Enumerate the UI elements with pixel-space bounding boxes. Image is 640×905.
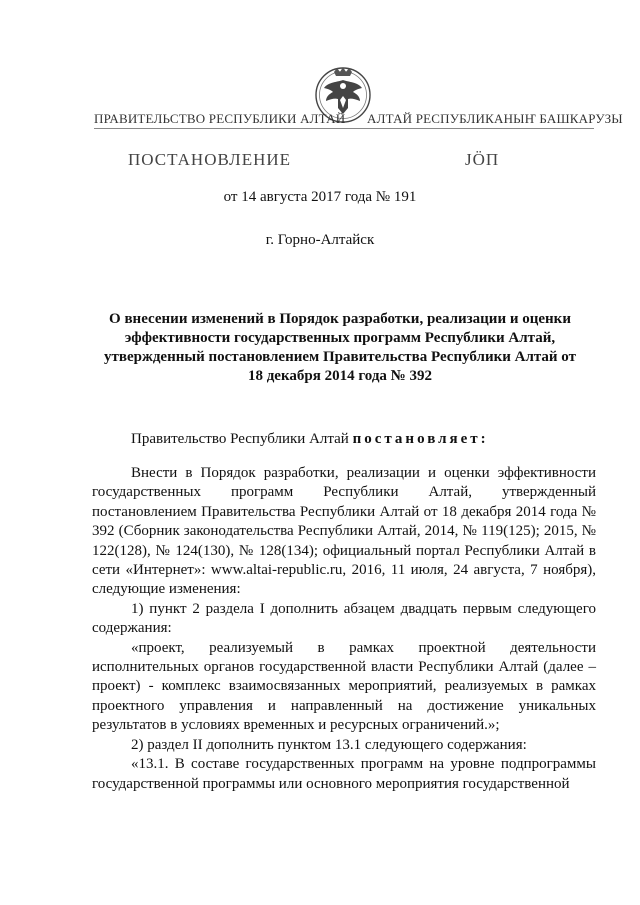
document-city: г. Горно-Алтайск xyxy=(265,232,375,248)
paragraph: «проект, реализуемый в рамках проектной деятельности исполнительных органов государственной власти Республики Алтай (далее – проект) - комплекс взаимосвязанных мероприятий, реализуемых в рамках проектного управления и направленный на достижение уникальных результатов в условиях временных и ресурсных ограничений.»; xyxy=(92,639,596,734)
paragraph: «13.1. В составе государственных программ на уровне подпрограммы государственной программы или основного мероприятия государственной xyxy=(92,756,596,792)
decree-subject: Правительство Республики Алтай xyxy=(131,431,349,447)
government-name-russian: ПРАВИТЕЛЬСТВО РЕСПУБЛИКИ АЛТАЙ xyxy=(94,111,346,126)
doc-type-altai: ЈÖП xyxy=(465,150,500,169)
document-date: от 14 августа 2017 года № 191 xyxy=(223,189,417,205)
paragraph: Внести в Порядок разработки, реализации и оценки эффективности государственных программ Республики Алтай, утвержденный постановлением Правительства Республики Алтай от 18 декабря 2014 года № 392 (Сборник законодательства Республики Алтай, 2014, № 119(125); 2015, № 122(128), № 124(130), № 128(134); официальный портал Республики Алтай в сети «Интернет»: www.altai-republic.ru, 2016, 11 июля, 24 августа, 7 ноября), следующие изменения: xyxy=(92,465,596,598)
paragraph: 2) раздел II дополнить пунктом 13.1 следующего содержания: xyxy=(131,736,527,753)
doc-type-russian: ПОСТАНОВЛЕНИЕ xyxy=(128,150,292,169)
paragraph: 1) пункт 2 раздела I дополнить абзацем двадцать первым следующего содержания: xyxy=(92,600,596,637)
document-body xyxy=(92,464,596,794)
document-title: О внесении изменений в Порядок разработки, реализации и оценки эффективности государственных программ Республики Алтай, утвержденный постановлением Правительства Республики Алтай от 18 декабря 2014 года № 392 xyxy=(104,311,576,384)
header-divider xyxy=(94,128,594,129)
government-name-altai: АЛТАЙ РЕСПУБЛИКАНЫҤ БАШКАРУЗЫ xyxy=(367,111,623,126)
decree-line xyxy=(131,431,489,448)
decree-verb: постановляет: xyxy=(352,431,489,447)
